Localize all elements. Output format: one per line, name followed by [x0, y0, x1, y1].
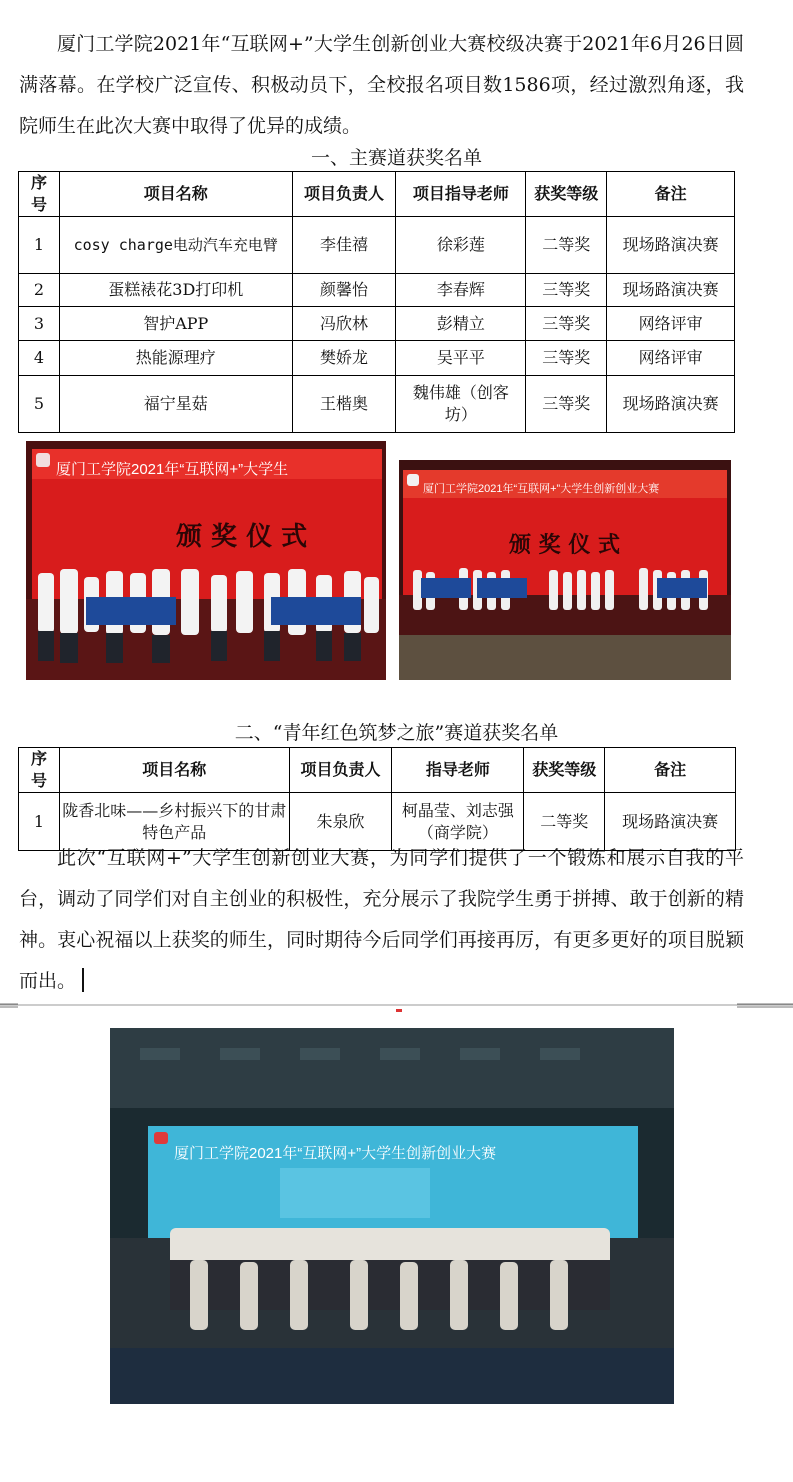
intro-paragraph: 厦门工学院2021年“互联网+”大学生创新创业大赛校级决赛于2021年6月26日圆满落幕。在学校广泛宣传、积极动员下，全校报名项目数1586项，经过激烈角逐，我院师生在此次大赛中取得了优异的成绩。	[19, 33, 744, 137]
header-index: 序号	[19, 748, 60, 793]
cell-advisor: 柯晶莹、刘志强（商学院）	[392, 793, 524, 851]
header-index: 序号	[19, 172, 60, 217]
header-advisor: 项目指导老师	[396, 172, 526, 217]
cell-remark: 现场路演决赛	[607, 376, 735, 433]
cell-advisor: 李春辉	[396, 274, 526, 307]
table-header-row	[19, 172, 735, 217]
cell-index: 1	[19, 793, 60, 851]
header-remark: 备注	[607, 172, 735, 217]
table-row	[19, 376, 735, 433]
cell-project-name: 热能源理疗	[59, 341, 292, 376]
screen-title-text: 厦门工学院2021年“互联网+”大学生创新创业大赛	[423, 483, 660, 495]
text-cursor	[82, 968, 84, 992]
cell-project-name: 蛋糕裱花3D打印机	[59, 274, 292, 307]
award-ceremony-photo-right	[399, 460, 731, 680]
cell-award: 三等奖	[526, 341, 607, 376]
cell-award: 三等奖	[526, 307, 607, 341]
cell-project-name: cosy charge电动汽车充电臂	[59, 217, 292, 274]
cell-index: 3	[19, 307, 60, 341]
cell-advisor: 魏伟雄（创客坊）	[396, 376, 526, 433]
closing-paragraph	[19, 838, 744, 1002]
cell-remark: 现场路演决赛	[605, 793, 736, 851]
cell-leader: 李佳禧	[292, 217, 396, 274]
cell-project-name: 福宁星菇	[59, 376, 292, 433]
cell-index: 2	[19, 274, 60, 307]
section-title-red-dream-track: 二、“青年红色筑梦之旅”赛道获奖名单	[234, 722, 559, 744]
cell-index: 1	[19, 217, 60, 274]
cell-index: 5	[19, 376, 60, 433]
award-ceremony-photo-right-image	[399, 460, 731, 680]
cell-leader: 冯欣林	[292, 307, 396, 341]
cell-project-name: 陇香北味——乡村振兴下的甘肃特色产品	[59, 793, 289, 851]
main-track-award-table	[18, 171, 735, 433]
cell-leader: 王楷奥	[292, 376, 396, 433]
screen-title-text: 厦门工学院2021年“互联网+”大学生	[56, 461, 289, 478]
header-project-name: 项目名称	[59, 748, 289, 793]
cell-award: 三等奖	[526, 274, 607, 307]
cell-index: 4	[19, 341, 60, 376]
cell-remark: 网络评审	[607, 341, 735, 376]
red-dream-track-award-table	[18, 747, 736, 851]
header-remark: 备注	[605, 748, 736, 793]
cell-project-name: 智护APP	[59, 307, 292, 341]
cell-advisor: 彭精立	[396, 307, 526, 341]
header-project-name: 项目名称	[59, 172, 292, 217]
cell-leader: 颜馨怡	[292, 274, 396, 307]
closing-text: 此次“互联网+”大学生创新创业大赛，为同学们提供了一个锻炼和展示自我的平台，调动了同学们对自主创业的积极性，充分展示了我院学生勇于拼搏、敢于创新的精神。衷心祝福以上获奖的师生，同时期待今后同学们再接再厉，有更多更好的项目脱颖而出。	[19, 847, 744, 992]
table-row	[19, 307, 735, 341]
cell-leader: 樊娇龙	[292, 341, 396, 376]
table-row	[19, 274, 735, 307]
page-break-separator	[0, 1000, 793, 1012]
award-ceremony-photo-left-image	[26, 441, 386, 680]
header-project-leader: 项目负责人	[289, 748, 392, 793]
group-photo-image	[110, 1028, 674, 1404]
cell-award: 二等奖	[526, 217, 607, 274]
award-ceremony-photo-left	[26, 441, 386, 680]
header-advisor: 指导老师	[392, 748, 524, 793]
cell-remark: 现场路演决赛	[607, 217, 735, 274]
group-photo	[110, 1028, 674, 1404]
cell-remark: 现场路演决赛	[607, 274, 735, 307]
screen-caption-text: 颁 奖 仪 式	[176, 522, 308, 552]
table-row	[19, 341, 735, 376]
cell-advisor: 徐彩莲	[396, 217, 526, 274]
cell-award: 二等奖	[524, 793, 605, 851]
table-row	[19, 217, 735, 274]
cell-advisor: 吴平平	[396, 341, 526, 376]
cell-award: 三等奖	[526, 376, 607, 433]
header-award-level: 获奖等级	[526, 172, 607, 217]
section-title-main-track: 一、主赛道获奖名单	[310, 147, 482, 169]
cell-remark: 网络评审	[607, 307, 735, 341]
header-project-leader: 项目负责人	[292, 172, 396, 217]
table-header-row	[19, 748, 736, 793]
screen-title-text: 厦门工学院2021年“互联网+”大学生创新创业大赛	[174, 1145, 497, 1162]
cell-leader: 朱泉欣	[289, 793, 392, 851]
screen-caption-text: 颁 奖 仪 式	[509, 532, 620, 558]
header-award-level: 获奖等级	[524, 748, 605, 793]
